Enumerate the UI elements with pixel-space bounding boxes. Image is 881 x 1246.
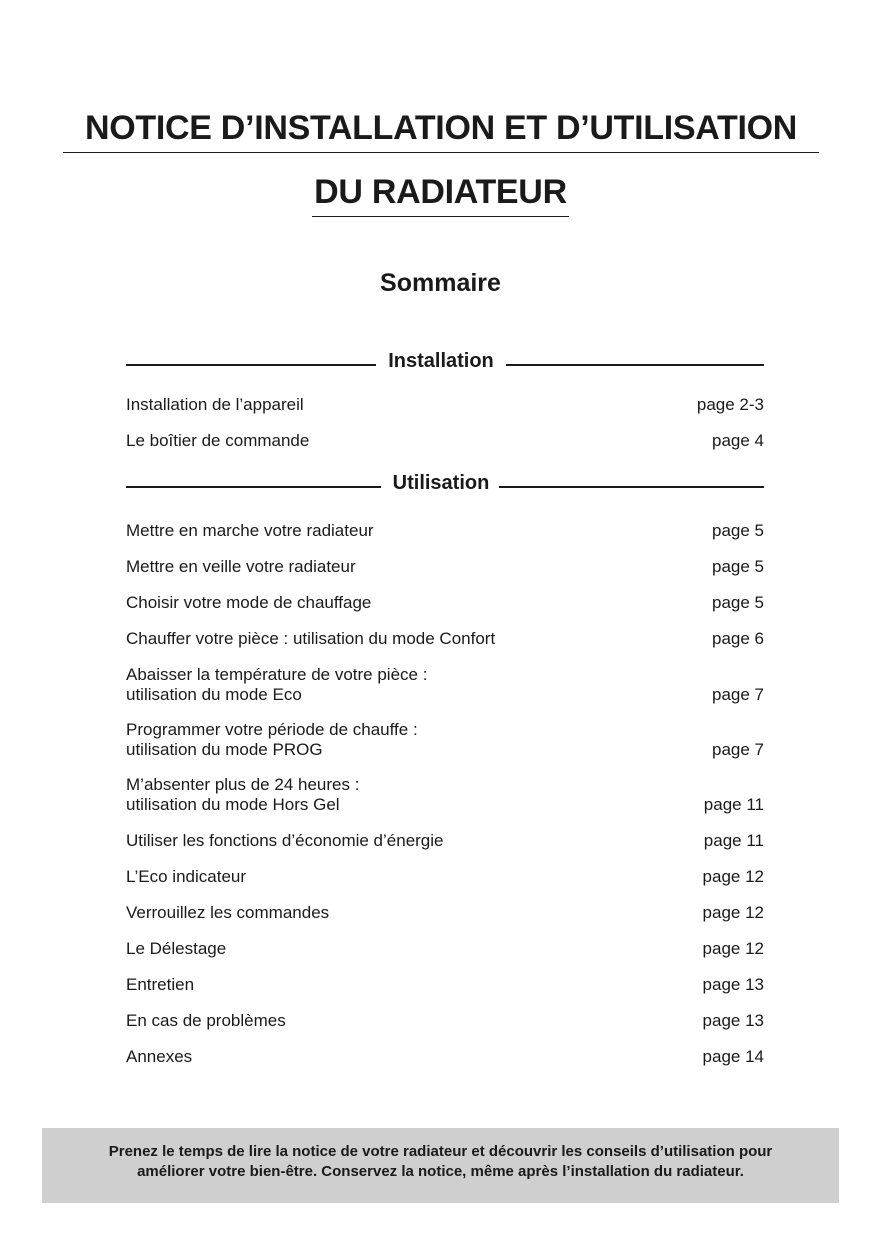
toc-entry bbox=[126, 720, 764, 760]
footer-notice-text: Prenez le temps de lire la notice de votre radiateur et découvrir les conseils d’utilisation pour améliorer votre bien-être. Conservez la notice, même après l’installation du radiateur. bbox=[108, 1143, 773, 1180]
toc-entry-label: Entretien bbox=[126, 975, 195, 994]
toc-entry-page: page 5 bbox=[712, 557, 764, 576]
toc-entry-page: page 12 bbox=[702, 867, 764, 886]
toc-entry bbox=[126, 431, 764, 451]
toc-entry-page: page 5 bbox=[712, 521, 764, 540]
toc-entry bbox=[126, 665, 764, 705]
section-rule-right bbox=[506, 364, 764, 366]
toc-entry bbox=[126, 521, 764, 541]
section-rule-left bbox=[126, 486, 381, 488]
toc-entry-label: Installation de l’appareil bbox=[126, 395, 304, 414]
toc-entry-page: page 11 bbox=[703, 831, 764, 850]
toc-entry-page: page 6 bbox=[712, 629, 764, 648]
toc-entry-page: page 12 bbox=[702, 903, 764, 922]
toc-entry-page: page 14 bbox=[702, 1047, 764, 1066]
toc-entry-label: Chauffer votre pièce : utilisation du mode Confort bbox=[126, 629, 496, 648]
toc-entry bbox=[126, 867, 764, 887]
toc-entry bbox=[126, 775, 764, 815]
toc-entry bbox=[126, 939, 764, 959]
toc-entry-label: Le boîtier de commande bbox=[126, 431, 310, 450]
section-rule-left bbox=[126, 364, 376, 366]
section-header-installation bbox=[126, 347, 764, 375]
toc-entry-label: Mettre en marche votre radiateur bbox=[126, 521, 374, 540]
toc-entry-page: page 7 bbox=[712, 685, 764, 704]
toc-entry bbox=[126, 975, 764, 995]
toc-entry-label: Abaisser la température de votre pièce : utilisation du mode Eco bbox=[126, 665, 428, 704]
toc-entry bbox=[126, 557, 764, 577]
toc-entry bbox=[126, 1011, 764, 1031]
title-underline bbox=[63, 152, 819, 153]
footer-notice-box bbox=[42, 1128, 839, 1203]
section-header-utilisation bbox=[126, 469, 764, 497]
toc-entry-label: L’Eco indicateur bbox=[126, 867, 247, 886]
toc-entry-page: page 7 bbox=[712, 740, 764, 759]
toc-entry-label: Programmer votre période de chauffe : utilisation du mode PROG bbox=[126, 720, 418, 759]
document-title: NOTICE D’INSTALLATION ET D’UTILISATION bbox=[85, 109, 797, 147]
toc-entry-label: Choisir votre mode de chauffage bbox=[126, 593, 372, 612]
toc-entry bbox=[126, 395, 764, 415]
toc-entry bbox=[126, 629, 764, 649]
toc-entry-page: page 13 bbox=[702, 975, 764, 994]
toc-entry-page: page 12 bbox=[702, 939, 764, 958]
toc-entry-page: page 2-3 bbox=[696, 395, 764, 414]
toc-entry-label: Utiliser les fonctions d’économie d’énergie bbox=[126, 831, 444, 850]
toc-entry bbox=[126, 593, 764, 613]
toc-entry-label: En cas de problèmes bbox=[126, 1011, 286, 1030]
toc-entry-label: Mettre en veille votre radiateur bbox=[126, 557, 356, 576]
toc-entry-label: Le Délestage bbox=[126, 939, 227, 958]
summary-heading: Sommaire bbox=[380, 269, 501, 297]
section-rule-right bbox=[499, 486, 764, 488]
document-subtitle-wrap bbox=[0, 170, 881, 217]
toc-entry bbox=[126, 831, 764, 851]
toc-entry bbox=[126, 1047, 764, 1067]
document-subtitle: DU RADIATEUR bbox=[312, 170, 569, 217]
toc-entry-page: page 13 bbox=[702, 1011, 764, 1030]
toc-entry-label: M’absenter plus de 24 heures : utilisation du mode Hors Gel bbox=[126, 775, 360, 814]
toc-entry-page: page 11 bbox=[703, 795, 764, 814]
toc-entry-label: Annexes bbox=[126, 1047, 193, 1066]
toc-entry-page: page 5 bbox=[712, 593, 764, 612]
toc-entry bbox=[126, 903, 764, 923]
section-title-utilisation: Utilisation bbox=[392, 472, 490, 494]
toc-entry-page: page 4 bbox=[712, 431, 764, 450]
toc-entry-label: Verrouillez les commandes bbox=[126, 903, 330, 922]
section-title-installation: Installation bbox=[388, 350, 494, 372]
